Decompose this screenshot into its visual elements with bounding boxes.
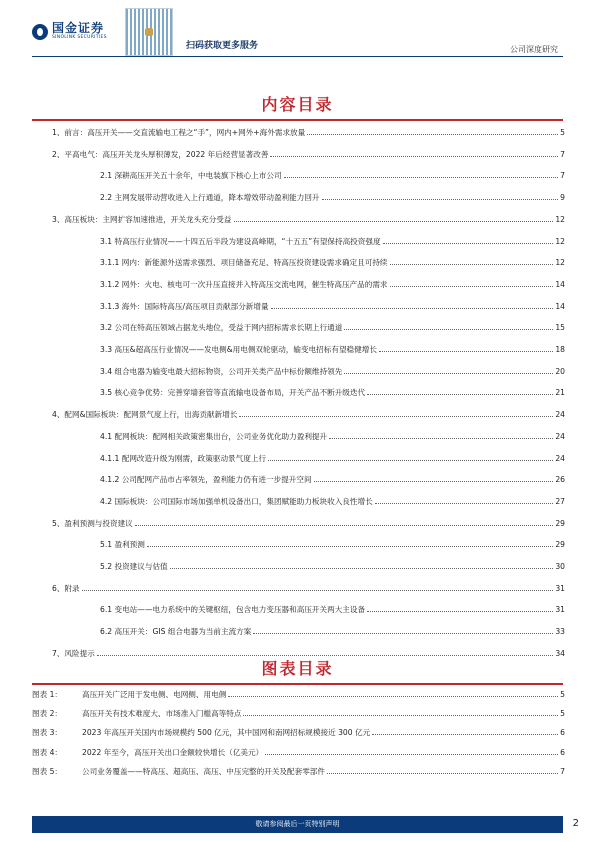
toc-entry-text: 4.1.2 公司配网产品市占率领先，盈利能力仍有进一步提升空间 — [100, 475, 312, 485]
figure-entry-label: 图表 5： — [32, 766, 63, 776]
figure-entry-text: 高压开关广泛用于发电侧、电网侧、用电侧 — [82, 690, 227, 699]
toc-entry-page: 21 — [555, 388, 565, 398]
dot-leader — [367, 394, 553, 395]
figures-title: 图表目录 — [261, 659, 334, 678]
toc-entry-page: 24 — [555, 431, 565, 441]
dot-leader — [170, 568, 554, 569]
figure-entry-text: 公司业务覆盖——特高压、超高压、高压、中压完整的开关及配套零部件 — [82, 766, 325, 776]
toc-entry-page: 9 — [560, 193, 565, 203]
toc-entry-text: 3.5 核心竞争优势：完善穿墙套管等直流输电设备布局，开关产品不断升级迭代 — [100, 388, 366, 398]
toc-entry-text: 6.1 变电站——电力系统中的关键枢纽，包含电力变压器和高压开关两大主设备 — [100, 605, 366, 615]
toc-entry-page: 30 — [555, 562, 565, 571]
dot-leader — [327, 773, 558, 774]
toc-entry-page: 34 — [555, 648, 565, 658]
toc-entry-text: 4.1.1 配网改造升级为刚需，政策驱动景气度上行 — [100, 453, 267, 463]
dot-leader — [329, 438, 553, 439]
toc-entry-page: 18 — [555, 345, 565, 354]
figure-entry[interactable] — [32, 707, 565, 719]
toc-entry[interactable] — [32, 191, 565, 203]
toc-entry-page: 12 — [555, 258, 565, 268]
dot-leader — [307, 134, 558, 135]
figure-entry-label: 图表 4： — [32, 747, 63, 757]
toc-entry-text: 4、配网&国际板块：配网景气度上行，出海贡献新增长 — [52, 410, 238, 420]
figure-entry-text: 2022 年至今，高压开关出口金额较快增长（亿美元） — [82, 747, 264, 757]
toc-entry-text: 7、风险提示 — [52, 648, 95, 658]
toc-entry[interactable] — [32, 213, 565, 225]
dot-leader — [82, 590, 554, 591]
logo-english-name: SINOLINK SECURITIES — [52, 35, 107, 40]
footer-disclaimer: 敬请参阅最后一页特别声明 — [255, 820, 340, 828]
toc-entry-page: 26 — [555, 475, 565, 485]
dot-leader — [390, 264, 554, 265]
logo-mark-icon — [32, 24, 48, 40]
toc-entry[interactable] — [32, 625, 565, 637]
dot-leader — [147, 546, 553, 547]
toc-entry[interactable] — [32, 365, 565, 377]
qr-center-logo-icon — [145, 28, 153, 36]
figure-entry[interactable] — [32, 726, 565, 738]
figure-entry-page: 6 — [560, 747, 565, 757]
dot-leader — [243, 715, 558, 716]
dot-leader — [344, 329, 553, 330]
toc-entry-text: 2、平高电气：高压开关龙头厚积薄发，2022 年后经营显著改善 — [52, 149, 269, 159]
dot-leader — [322, 199, 559, 200]
toc-entry[interactable] — [32, 321, 565, 333]
dot-leader — [253, 633, 553, 634]
dot-leader — [390, 286, 554, 287]
page-footer — [32, 816, 563, 833]
toc-title-rule — [32, 119, 563, 121]
toc-entry-page: 27 — [555, 496, 565, 506]
toc-entry-text: 3.4 组合电器为输变电最大招标物资，公司开关类产品中标份额维持领先 — [100, 366, 343, 376]
toc-entry-page: 5 — [560, 128, 565, 137]
dot-leader — [268, 460, 553, 461]
toc-entry[interactable] — [32, 256, 565, 268]
toc-entry-page: 14 — [555, 279, 565, 289]
toc-entry-page: 12 — [555, 214, 565, 224]
page-number: 2 — [572, 818, 579, 829]
toc-entry-text: 3.1 特高压行业情况——十四五后半段为建设高峰期，“十五五”有望保持高投资强度 — [100, 236, 381, 246]
toc-entry-page: 33 — [555, 627, 565, 637]
toc-entry-text: 6.2 高压开关：GIS 组合电器为当前主流方案 — [100, 627, 252, 637]
dot-leader — [239, 416, 553, 417]
figures-title-rule — [32, 683, 563, 685]
toc-entry-page: 12 — [555, 236, 565, 246]
toc-entry-text: 5、盈利预测与投资建议 — [52, 518, 133, 528]
toc-entry[interactable] — [32, 603, 565, 615]
dot-leader — [344, 373, 553, 374]
figure-entry-page: 6 — [560, 728, 565, 738]
dot-leader — [265, 754, 558, 755]
figure-entry-label: 图表 2： — [32, 709, 63, 719]
dot-leader — [372, 734, 558, 735]
toc-entry[interactable] — [32, 386, 565, 398]
toc-entry[interactable] — [32, 343, 565, 355]
toc-entry[interactable] — [32, 235, 565, 247]
toc-entry-page: 20 — [555, 366, 565, 376]
dot-leader — [383, 243, 554, 244]
dot-leader — [375, 503, 554, 504]
dot-leader — [135, 525, 554, 526]
toc-entry-page: 29 — [555, 540, 565, 550]
toc-entry[interactable] — [32, 560, 565, 572]
figure-entry-label: 图表 3： — [32, 728, 63, 738]
dot-leader — [271, 308, 554, 309]
dot-leader — [228, 696, 558, 697]
dot-leader — [379, 351, 553, 352]
toc-entry-text: 3.2 公司在特高压领域占据龙头地位，受益于网内招标需求长期上行通道 — [100, 323, 343, 333]
figure-entry[interactable] — [32, 765, 565, 777]
toc-entry-text: 3、高压板块：主网扩容加速推进，开关龙头充分受益 — [52, 214, 232, 224]
toc-entry-page: 15 — [555, 323, 565, 333]
figure-entry[interactable] — [32, 688, 565, 700]
report-type-label: 公司深度研究 — [510, 45, 558, 54]
toc-entry-page: 24 — [555, 410, 565, 420]
toc-entry-text: 1、前言：高压开关——交直流输电工程之“手”，网内+网外+海外需求放量 — [52, 128, 306, 137]
toc-entry-text: 4.1 配网板块：配网相关政策密集出台，公司业务优化助力盈利提升 — [100, 431, 328, 441]
company-logo — [32, 22, 107, 41]
toc-entry-page: 7 — [560, 149, 565, 159]
toc-entry-text: 2.2 主网发展带动营收进入上行通道，降本增效带动盈利能力回升 — [100, 193, 320, 203]
dot-leader — [314, 481, 554, 482]
toc-entry-page: 24 — [555, 453, 565, 463]
logo-chinese-name: 国金证券 — [52, 21, 105, 35]
figure-entry-page: 7 — [560, 766, 565, 776]
page-header — [0, 0, 595, 62]
toc-entry-text: 5.1 盈利预测 — [100, 540, 145, 550]
dot-leader — [234, 221, 554, 222]
toc-entry[interactable] — [32, 582, 565, 594]
figure-entry-label: 图表 1： — [32, 690, 63, 699]
toc-title: 内容目录 — [261, 95, 334, 114]
toc-entry-text: 2.1 深耕高压开关五十余年，中电装旗下核心上市公司 — [100, 171, 282, 181]
toc-entry-text: 3.1.2 网外：火电、核电可一次升压直接并入特高压交流电网，催生特高压产品的需求 — [100, 279, 388, 289]
toc-entry-page: 29 — [555, 518, 565, 528]
figure-entry-page: 5 — [560, 709, 565, 719]
toc-entry-page: 31 — [555, 605, 565, 615]
figure-entry-text: 2023 年高压开关国内市场规模约 500 亿元，其中国网和南网招标规模接近 300 亿元 — [82, 728, 371, 738]
dot-leader — [367, 611, 553, 612]
figure-entry-page: 5 — [560, 690, 565, 699]
toc-entry[interactable] — [32, 278, 565, 290]
dot-leader — [270, 156, 558, 157]
toc-entry-page: 14 — [555, 301, 565, 311]
toc-entry-page: 31 — [555, 583, 565, 593]
header-divider — [32, 56, 563, 57]
toc-entry-text: 3.1.3 海外：国际特高压/高压项目贡献部分新增量 — [100, 301, 269, 311]
toc-entry[interactable] — [32, 148, 565, 160]
toc-entry-text: 3.3 高压&超高压行业情况——发电侧&用电侧双轮驱动，输变电招标有望稳健增长 — [100, 345, 377, 354]
figure-entry-text: 高压开关有技术难度大、市场准入门槛高等特点 — [82, 709, 242, 719]
toc-entry-text: 3.1.1 网内：新能源外送需求强烈、项目储备充足、特高压投资建设需求确定且可持续 — [100, 258, 388, 268]
toc-entry-text: 4.2 国际板块：公司国际市场加强单机设备出口，集团赋能助力板块收入良性增长 — [100, 496, 373, 506]
toc-entry[interactable] — [32, 169, 565, 181]
toc-entry[interactable] — [32, 126, 565, 138]
figure-entry[interactable] — [32, 746, 565, 758]
toc-entry[interactable] — [32, 300, 565, 312]
toc-entry[interactable] — [32, 495, 565, 507]
toc-entry-page: 7 — [560, 171, 565, 181]
toc-entry-text: 6、附录 — [52, 583, 80, 593]
toc-entry[interactable] — [32, 538, 565, 550]
toc-entry[interactable] — [32, 430, 565, 442]
toc-entry[interactable] — [32, 517, 565, 529]
qr-caption: 扫码获取更多服务 — [186, 41, 259, 51]
toc-entry[interactable] — [32, 452, 565, 464]
toc-entry-text: 5.2 投资建议与估值 — [100, 562, 168, 571]
toc-entry[interactable] — [32, 473, 565, 485]
dot-leader — [284, 177, 559, 178]
toc-entry[interactable] — [32, 408, 565, 420]
